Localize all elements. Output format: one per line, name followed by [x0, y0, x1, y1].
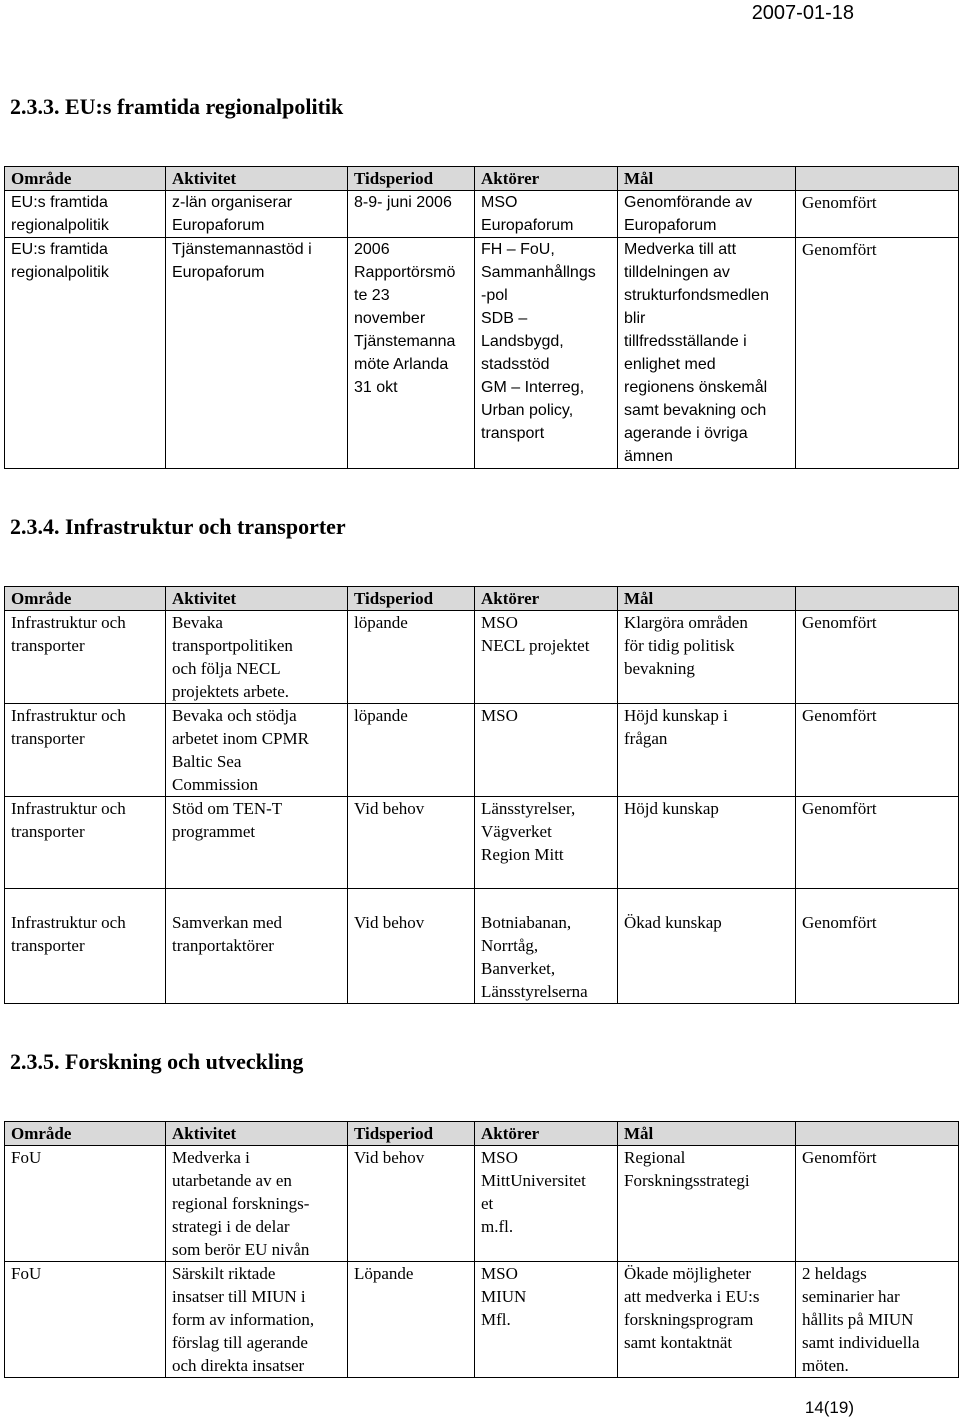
- column-header: Mål: [618, 1122, 796, 1146]
- cell-activity: Tjänstemannastöd i Europaforum: [166, 238, 348, 469]
- cell-actors: MSO Europaforum: [475, 191, 618, 238]
- table-header-row: [5, 167, 959, 191]
- section-heading: 2.3.5. Forskning och utveckling: [10, 1049, 304, 1074]
- cell-area: EU:s framtida regionalpolitik: [5, 238, 166, 469]
- cell-period: Vid behov: [348, 797, 475, 889]
- cell-area: Infrastruktur och transporter: [5, 797, 166, 889]
- column-header: Område: [5, 587, 166, 611]
- column-header: Tidsperiod: [348, 167, 475, 191]
- column-header: [796, 1122, 959, 1146]
- cell-status: Genomfört: [796, 889, 959, 1004]
- cell-actors: MSO: [475, 704, 618, 797]
- column-header: Tidsperiod: [348, 1122, 475, 1146]
- table-row: [5, 889, 959, 1004]
- cell-status: Genomfört: [796, 1146, 959, 1262]
- cell-actors: FH – FoU, Sammanhållngs -pol SDB – Landsbygd, stadsstöd GM – Interreg, Urban policy, transport: [475, 238, 618, 469]
- cell-period: 8-9- juni 2006: [348, 191, 475, 238]
- cell-area: EU:s framtida regionalpolitik: [5, 191, 166, 238]
- cell-status: Genomfört: [796, 238, 959, 469]
- cell-goal: Medverka till att tilldelningen av strukturfondsmedlen blir tillfredsställande i enlighet med regionens önskemål samt bevakning och agerande i övriga ämnen: [618, 238, 796, 469]
- column-header: Aktörer: [475, 167, 618, 191]
- cell-area: Infrastruktur och transporter: [5, 611, 166, 704]
- cell-period: Vid behov: [348, 889, 475, 1004]
- cell-goal: Höjd kunskap i frågan: [618, 704, 796, 797]
- cell-actors: Botniabanan, Norrtåg, Banverket, Länsstyrelserna: [475, 889, 618, 1004]
- cell-status: Genomfört: [796, 704, 959, 797]
- cell-activity: Särskilt riktade insatser till MIUN i form av information, förslag till agerande och direkta insatser: [166, 1262, 348, 1378]
- cell-area: FoU: [5, 1146, 166, 1262]
- column-header: Aktivitet: [166, 587, 348, 611]
- cell-status: Genomfört: [796, 191, 959, 238]
- column-header: Aktivitet: [166, 1122, 348, 1146]
- eu-regional-table: [4, 166, 959, 469]
- research-table: [4, 1121, 959, 1378]
- cell-status: 2 heldags seminarier har hållits på MIUN samt individuella möten.: [796, 1262, 959, 1378]
- column-header: Område: [5, 1122, 166, 1146]
- table-row: [5, 191, 959, 238]
- column-header: Mål: [618, 587, 796, 611]
- cell-activity: Medverka i utarbetande av en regional forsknings- strategi i de delar som berör EU nivån: [166, 1146, 348, 1262]
- cell-actors: Länsstyrelser, Vägverket Region Mitt: [475, 797, 618, 889]
- section-heading: 2.3.4. Infrastruktur och transporter: [10, 514, 346, 539]
- table-row: [5, 797, 959, 889]
- column-header: Aktörer: [475, 587, 618, 611]
- column-header: Område: [5, 167, 166, 191]
- cell-actors: MSO MittUniversitet et m.fl.: [475, 1146, 618, 1262]
- cell-activity: Samverkan med tranportaktörer: [166, 889, 348, 1004]
- table-row: [5, 1146, 959, 1262]
- document-date: 2007-01-18: [751, 2, 854, 24]
- cell-activity: z-län organiserar Europaforum: [166, 191, 348, 238]
- cell-status: Genomfört: [796, 797, 959, 889]
- table-row: [5, 704, 959, 797]
- cell-period: Löpande: [348, 1262, 475, 1378]
- table-row: [5, 611, 959, 704]
- infrastructure-table: [4, 586, 959, 1004]
- column-header: Mål: [618, 167, 796, 191]
- column-header: [796, 167, 959, 191]
- column-header: [796, 587, 959, 611]
- cell-period: 2006 Rapportörsmö te 23 november Tjänstemanna möte Arlanda 31 okt: [348, 238, 475, 469]
- column-header: Aktivitet: [166, 167, 348, 191]
- cell-activity: Stöd om TEN-T programmet: [166, 797, 348, 889]
- cell-activity: Bevaka transportpolitiken och följa NECL projektets arbete.: [166, 611, 348, 704]
- cell-goal: Höjd kunskap: [618, 797, 796, 889]
- table-header-row: [5, 587, 959, 611]
- section-heading: 2.3.3. EU:s framtida regionalpolitik: [10, 94, 344, 119]
- cell-goal: Genomförande av Europaforum: [618, 191, 796, 238]
- cell-period: löpande: [348, 611, 475, 704]
- page-number: 14(19): [804, 1398, 854, 1417]
- cell-actors: MSO MIUN Mfl.: [475, 1262, 618, 1378]
- cell-area: Infrastruktur och transporter: [5, 889, 166, 1004]
- cell-area: FoU: [5, 1262, 166, 1378]
- cell-area: Infrastruktur och transporter: [5, 704, 166, 797]
- table-row: [5, 238, 959, 469]
- table-header-row: [5, 1122, 959, 1146]
- cell-goal: Ökad kunskap: [618, 889, 796, 1004]
- cell-actors: MSO NECL projektet: [475, 611, 618, 704]
- cell-period: Vid behov: [348, 1146, 475, 1262]
- column-header: Tidsperiod: [348, 587, 475, 611]
- cell-status: Genomfört: [796, 611, 959, 704]
- cell-period: löpande: [348, 704, 475, 797]
- table-row: [5, 1262, 959, 1378]
- cell-goal: Klargöra områden för tidig politisk bevakning: [618, 611, 796, 704]
- cell-activity: Bevaka och stödja arbetet inom CPMR Baltic Sea Commission: [166, 704, 348, 797]
- cell-goal: Regional Forskningsstrategi: [618, 1146, 796, 1262]
- cell-goal: Ökade möjligheter att medverka i EU:s forskningsprogram samt kontaktnät: [618, 1262, 796, 1378]
- column-header: Aktörer: [475, 1122, 618, 1146]
